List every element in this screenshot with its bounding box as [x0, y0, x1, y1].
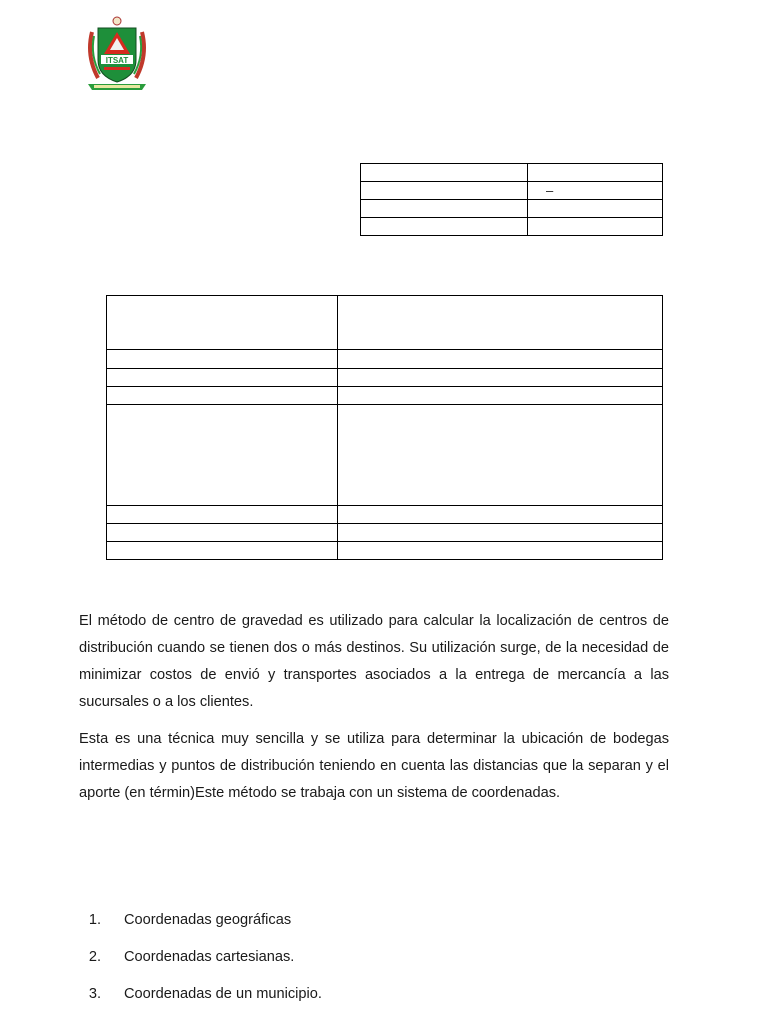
table-row [107, 506, 663, 524]
list-item [79, 907, 322, 944]
body-paragraph: El método de centro de gravedad es utilizado para calcular la localización de centros de distribución cuando se tienen dos o más destinos. Su utilización surge, de la necesidad de minimizar costos de envió y transportes asociados a la entrega de mercancía a las sucursales o a los clientes. [79, 613, 669, 710]
table-cell [338, 350, 663, 369]
table-row [107, 387, 663, 405]
table-cell: – [528, 182, 663, 200]
table-cell [107, 506, 338, 524]
table-cell [338, 369, 663, 387]
shield-icon [84, 16, 150, 94]
table-cell [107, 405, 338, 506]
list-number: 2. [88, 949, 101, 965]
table-cell [361, 164, 528, 182]
table-cell [338, 542, 663, 560]
table-cell [528, 200, 663, 218]
table-row [361, 164, 663, 182]
logo-text: ITSAT [105, 56, 129, 65]
table-row [361, 218, 663, 236]
table-cell [338, 296, 663, 350]
list-item-text: Coordenadas geográficas [124, 912, 292, 928]
institution-logo [84, 16, 150, 94]
table-cell [107, 542, 338, 560]
table-row [107, 296, 663, 350]
list-item [79, 944, 322, 981]
list-number: 1. [88, 912, 101, 928]
table-cell [361, 200, 528, 218]
table-cell [528, 218, 663, 236]
table-cell [361, 218, 528, 236]
table-row [107, 542, 663, 560]
list-number: 3. [88, 986, 101, 1002]
table-cell [107, 350, 338, 369]
table-row [361, 200, 663, 218]
table-cell [107, 524, 338, 542]
list-item-text: Coordenadas de un municipio. [124, 986, 322, 1002]
table-row [107, 405, 663, 506]
info-table [360, 163, 663, 236]
table-row [107, 369, 663, 387]
table-cell [338, 506, 663, 524]
table-row [107, 350, 663, 369]
table-cell [107, 296, 338, 350]
table-cell [361, 182, 528, 200]
coordinate-systems-list [79, 907, 322, 1018]
table-cell [338, 405, 663, 506]
table-row [361, 182, 663, 200]
table-cell [107, 387, 338, 405]
detail-table [106, 295, 663, 560]
table-cell [338, 524, 663, 542]
body-paragraph: Esta es una técnica muy sencilla y se utiliza para determinar la ubicación de bodegas intermedias y puntos de distribución teniendo en cuenta las distancias que la separan y el aporte (en términ)Este método se trabaja con un sistema de coordenadas. [79, 731, 669, 801]
table-cell [107, 369, 338, 387]
table-cell [528, 164, 663, 182]
table-row [107, 524, 663, 542]
list-item [79, 981, 322, 1018]
list-item-text: Coordenadas cartesianas. [124, 949, 295, 965]
table-cell [338, 387, 663, 405]
